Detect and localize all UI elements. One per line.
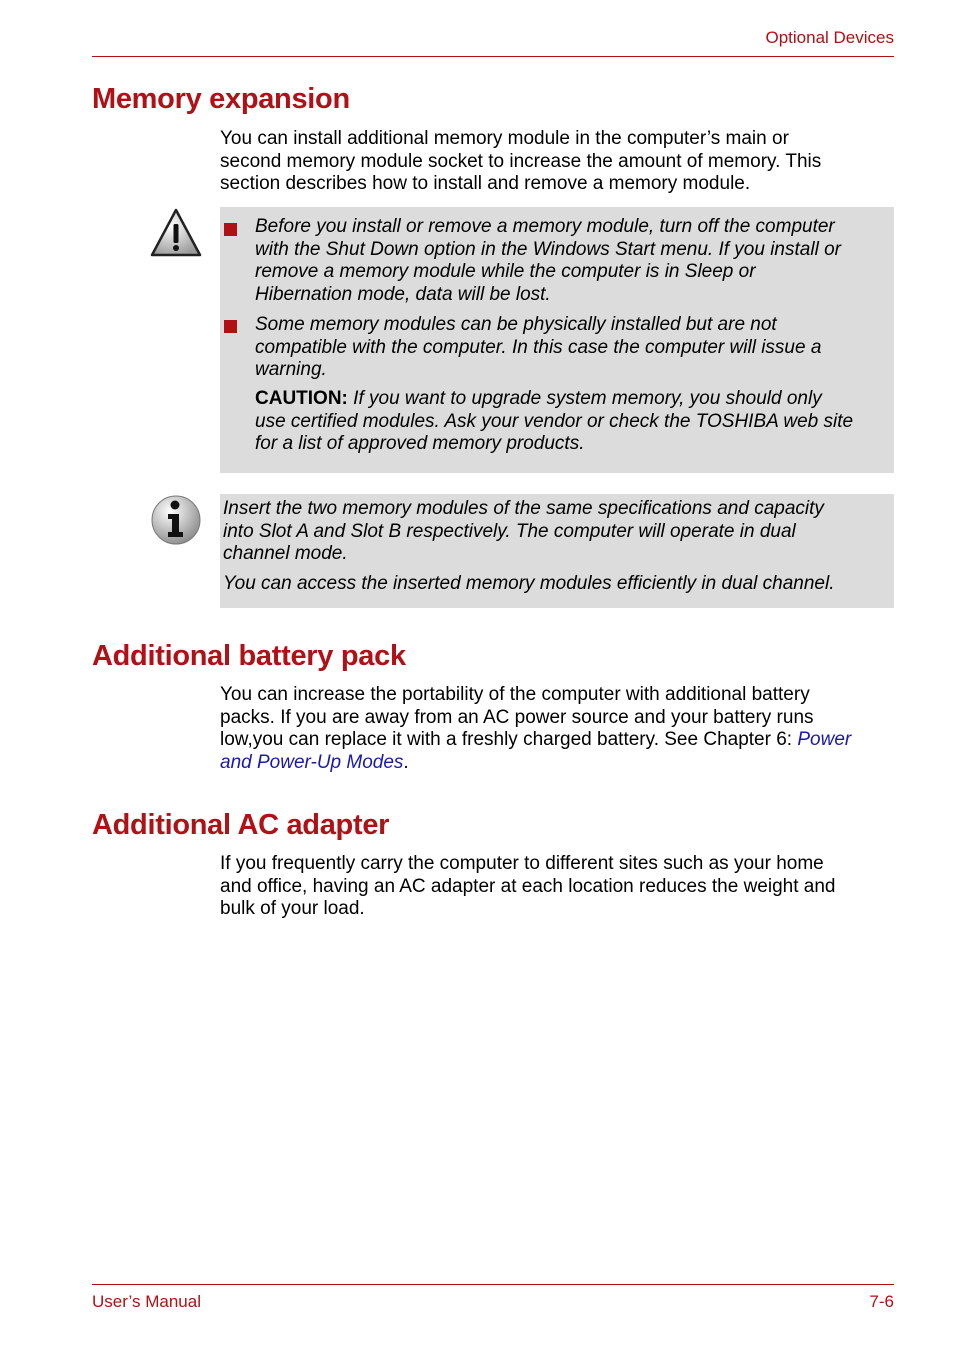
heading-memory-expansion: Memory expansion — [92, 83, 350, 115]
header-rule — [92, 56, 894, 57]
caution-line: use certified modules. Ask your vendor or check the TOSHIBA web site — [255, 410, 854, 432]
adapter-line: If you frequently carry the computer to different sites such as your home — [220, 853, 824, 874]
warning-line: compatible with the computer. In this case the computer will issue a — [255, 336, 822, 358]
running-header: Optional Devices — [765, 28, 894, 47]
warning-line: Some memory modules can be physically installed but are not — [255, 314, 777, 335]
bullet-square — [224, 320, 237, 333]
note-line: Insert the two memory modules of the same specifications and capacity — [223, 498, 824, 519]
memory-intro — [220, 128, 892, 196]
memory-intro-line: You can install additional memory module in the computer’s main or — [220, 128, 789, 149]
info-icon — [150, 494, 202, 546]
warning-item — [255, 314, 889, 382]
battery-line: You can increase the portability of the computer with additional battery — [220, 684, 810, 705]
caution-text — [255, 388, 889, 456]
footer-manual-title: User’s Manual — [92, 1292, 201, 1311]
warning-box — [220, 207, 894, 473]
page-number: 7-6 — [869, 1292, 894, 1311]
note-line: into Slot A and Slot B respectively. The computer will operate in dual — [223, 520, 796, 542]
warning-line: with the Shut Down option in the Windows Start menu. If you install or — [255, 238, 841, 260]
memory-intro-line: section describes how to install and remove a memory module. — [220, 173, 751, 195]
warning-item — [255, 216, 889, 306]
note-box — [220, 494, 894, 608]
caution-label: CAUTION: — [255, 388, 348, 409]
footer-rule — [92, 1284, 894, 1285]
adapter-line: and office, having an AC adapter at each location reduces the weight and — [220, 875, 836, 897]
chapter-link[interactable]: and Power-Up Modes — [220, 751, 404, 773]
chapter-link[interactable]: Power — [797, 729, 852, 751]
note-line: channel mode. — [223, 543, 348, 565]
warning-triangle-icon — [150, 207, 202, 259]
adapter-line: bulk of your load. — [220, 898, 365, 920]
warning-line: Before you install or remove a memory module, turn off the computer — [255, 216, 835, 237]
bullet-square — [224, 223, 237, 236]
heading-battery-pack: Additional battery pack — [92, 640, 406, 672]
caution-line: for a list of approved memory products. — [255, 433, 585, 455]
battery-line: packs. If you are away from an AC power source and your battery runs — [220, 706, 814, 728]
note-text-2: You can access the inserted memory modules efficiently in dual channel. — [223, 573, 835, 594]
battery-line: low,you can replace it with a freshly charged battery. See Chapter 6: — [220, 729, 798, 751]
heading-ac-adapter: Additional AC adapter — [92, 809, 390, 841]
adapter-paragraph — [220, 853, 892, 921]
caution-line: If you want to upgrade system memory, you should only — [347, 388, 822, 409]
battery-suffix: . — [403, 751, 409, 773]
warning-line: Hibernation mode, data will be lost. — [255, 283, 551, 305]
warning-line: remove a memory module while the computer is in Sleep or — [255, 261, 756, 283]
battery-paragraph — [220, 684, 892, 774]
warning-line: warning. — [255, 359, 327, 381]
note-text — [223, 498, 891, 566]
memory-intro-line: second memory module socket to increase the amount of memory. This — [220, 150, 822, 172]
